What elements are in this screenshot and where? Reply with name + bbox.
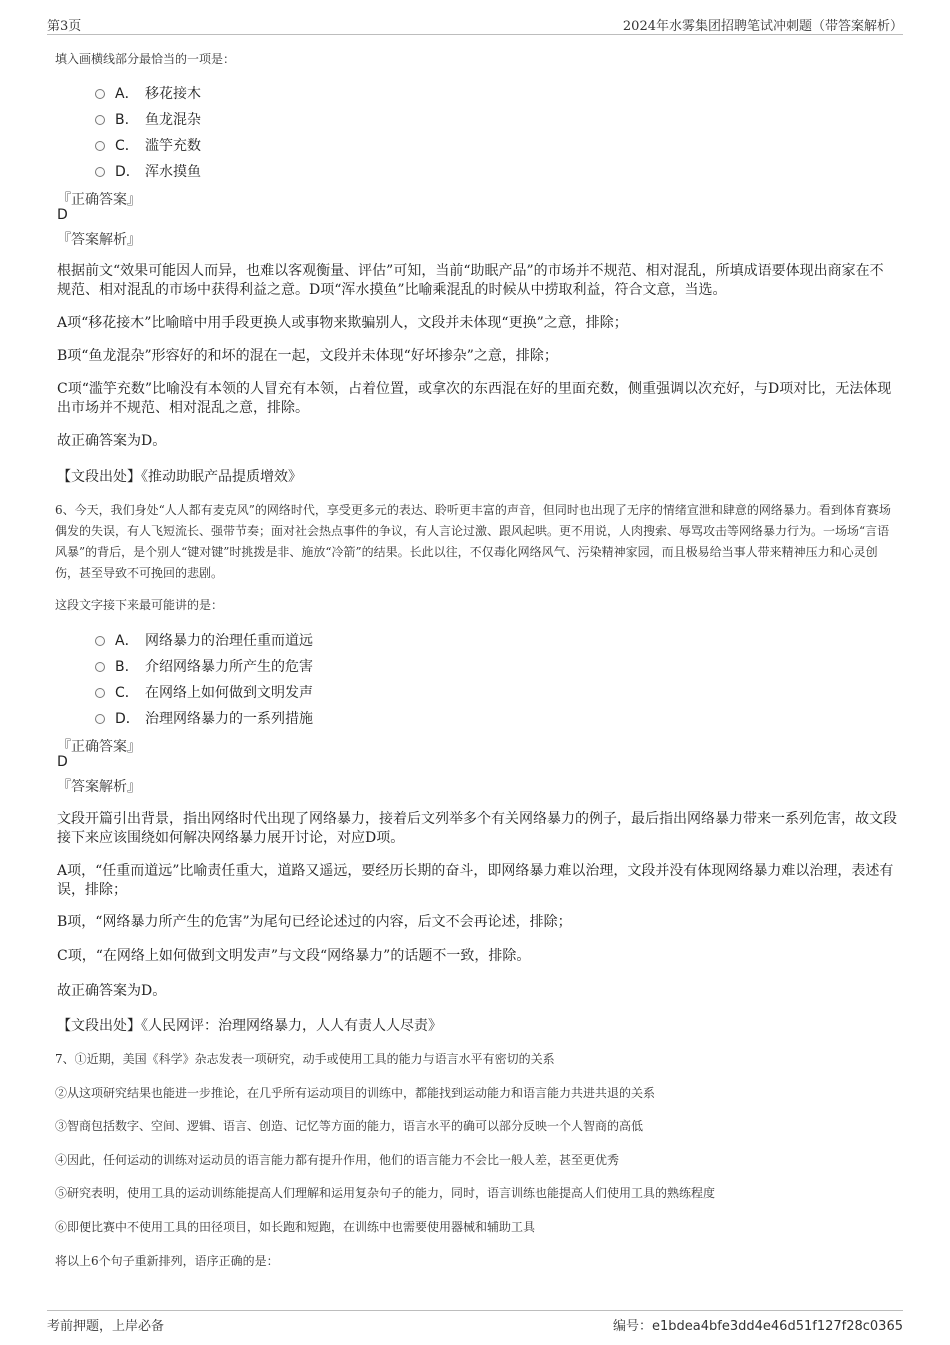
- footer-slogan: 考前押题，上岸必备: [47, 1319, 165, 1334]
- question-sentence: 7、①近期，美国《科学》杂志发表一项研究，动手或使用工具的能力与语言水平有密切的关系: [55, 1052, 555, 1066]
- question-prompt: 将以上6个句子重新排列，语序正确的是：: [55, 1254, 279, 1268]
- correct-answer-label: 『正确答案』: [57, 739, 141, 755]
- option-b[interactable]: B. 介绍网络暴力所产生的危害: [95, 656, 313, 678]
- option-d[interactable]: D． 浑水摸鱼: [95, 161, 201, 183]
- option-d[interactable]: D． 治理网络暴力的一系列措施: [95, 708, 313, 730]
- analysis-label: 『答案解析』: [57, 779, 141, 795]
- question-sentence: ②从这项研究结果也能进一步推论，在几乎所有运动项目的训练中，都能找到运动能力和语言能力共进共退的关系: [55, 1086, 656, 1100]
- source-line: [57, 466, 302, 486]
- footer-code-value: e1bdea4bfe3dd4e46d51f127f28c0365: [652, 1319, 903, 1334]
- option-b[interactable]: B. 鱼龙混杂: [95, 109, 201, 131]
- source-label: 【文段出处】: [57, 1018, 141, 1034]
- question-sentence: ⑤研究表明，使用工具的运动训练能提高人们理解和运用复杂句子的能力，同时，语言训练也能提高人们使用工具的熟练程度: [55, 1186, 716, 1200]
- option-c[interactable]: C． 在网络上如何做到文明发声: [95, 682, 313, 704]
- correct-answer-label: 『正确答案』: [57, 192, 141, 208]
- analysis-paragraph: 根据前文“效果可能因人而异，也难以客观衡量、评估”可知，当前“助眠产品”的市场并不规范、相对混乱，所填成语要体现出商家在不规范、相对混乱的市场中获得利益之意。D项“浑水摸鱼”比喻乘混乱的时候从中捞取利益，符合文意，当选。: [57, 263, 884, 298]
- correct-answer: D: [57, 754, 68, 770]
- analysis-paragraph: C项，“在网络上如何做到文明发声”与文段“网络暴力”的话题不一致，排除。: [57, 948, 531, 964]
- radio-icon[interactable]: [95, 115, 105, 125]
- question-prompt: 填入画横线部分最恰当的一项是：: [55, 52, 236, 66]
- question-sentence: ⑥即便比赛中不使用工具的田径项目，如长跑和短跑，在训练中也需要使用器械和辅助工具: [55, 1220, 536, 1234]
- option-a[interactable]: A． 移花接木: [95, 83, 201, 105]
- analysis-paragraph: A项“移花接木”比喻暗中用手段更换人或事物来欺骗别人，文段并未体现“更换”之意，排除；: [57, 315, 628, 331]
- question-sentence: ③智商包括数字、空间、逻辑、语言、创造、记忆等方面的能力，语言水平的确可以部分反映一个人智商的高低: [55, 1119, 644, 1133]
- question-passage: 6、今天，我们身处“人人都有麦克风”的网络时代，享受更多元的表达、聆听更丰富的声音，但同时也出现了无序的情绪宣泄和肆意的网络暴力。看到体育赛场偶发的失误，有人飞短流长、强带节奏；面对社会热点事件的争议，有人言论过激、跟风起哄。更不用说，人肉搜索、辱骂攻击等网络暴力行为。一场场“言语风暴”的背后，是个别人“键对键”时挑拨是非、施放“冷箭”的结果。长此以往，不仅毒化网络风气、污染精神家园，而且极易给当事人带来精神压力和心灵创伤，甚至导致不可挽回的悲剧。: [55, 503, 891, 580]
- analysis-paragraph: B项，“网络暴力所产生的危害”为尾句已经论述过的内容，后文不会再论述，排除；: [57, 914, 572, 930]
- page-header: [47, 12, 903, 35]
- footer-code: [613, 1315, 903, 1334]
- option-c[interactable]: C． 滥竽充数: [95, 135, 201, 157]
- analysis-paragraph: C项“滥竽充数”比喻没有本领的人冒充有本领，占着位置，或拿次的东西混在好的里面充数，侧重强调以次充好，与D项对比，无法体现出市场并不规范、相对混乱之意，排除。: [57, 381, 892, 416]
- radio-icon[interactable]: [95, 662, 105, 672]
- radio-icon[interactable]: [95, 141, 105, 151]
- analysis-conclusion: 故正确答案为D。: [57, 983, 167, 999]
- analysis-paragraph: B项“鱼龙混杂”形容好的和坏的混在一起，文段并未体现“好坏掺杂”之意，排除；: [57, 348, 558, 364]
- radio-icon[interactable]: [95, 636, 105, 646]
- source-label: 【文段出处】: [57, 469, 141, 485]
- page-footer: [47, 1310, 903, 1339]
- question-prompt: 这段文字接下来最可能讲的是：: [55, 598, 224, 612]
- source-line: [57, 1015, 442, 1035]
- document-title: 2024年水雾集团招聘笔试冲刺题（带答案解析）: [622, 19, 903, 34]
- source-title: 《推动助眠产品提质增效》: [141, 469, 302, 485]
- radio-icon[interactable]: [95, 89, 105, 99]
- option-a[interactable]: A． 网络暴力的治理任重而道远: [95, 630, 313, 652]
- radio-icon[interactable]: [95, 714, 105, 724]
- analysis-paragraph: A项，“任重而道远”比喻责任重大，道路又遥远，要经历长期的奋斗，即网络暴力难以治理，文段并没有体现网络暴力难以治理，表述有误，排除；: [57, 863, 894, 898]
- analysis-conclusion: 故正确答案为D。: [57, 433, 167, 449]
- analysis-label: 『答案解析』: [57, 232, 141, 248]
- radio-icon[interactable]: [95, 688, 105, 698]
- footer-code-label: 编号：: [613, 1319, 653, 1334]
- analysis-paragraph: 文段开篇引出背景，指出网络时代出现了网络暴力，接着后文列举多个有关网络暴力的例子，最后指出网络暴力带来一系列危害，故文段接下来应该围绕如何解决网络暴力展开讨论，对应D项。: [57, 811, 897, 846]
- source-title: 《人民网评：治理网络暴力，人人有责人人尽责》: [141, 1018, 442, 1034]
- radio-icon[interactable]: [95, 167, 105, 177]
- correct-answer: D: [57, 207, 68, 223]
- question-sentence: ④因此，任何运动的训练对运动员的语言能力都有提升作用，他们的语言能力不会比一般人差，甚至更优秀: [55, 1153, 620, 1167]
- page-number: 第3页: [47, 19, 82, 34]
